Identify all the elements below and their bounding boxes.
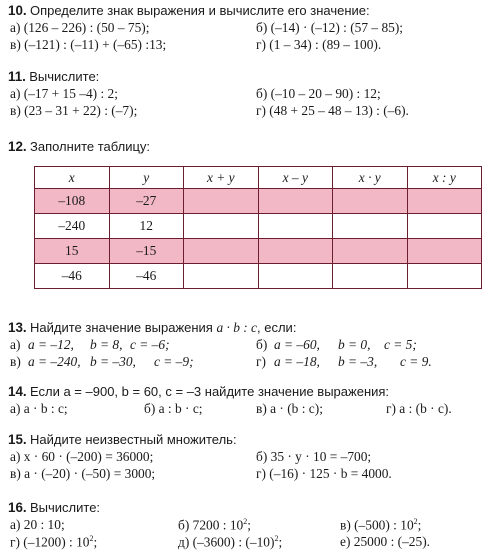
item-g: г) (1 – 34) : (89 – 100). xyxy=(256,37,382,52)
item-g-end: ; xyxy=(93,534,98,550)
item-v-text: в) (–500) : 10 xyxy=(340,517,414,533)
task-10-row-1 xyxy=(8,21,494,38)
cell-empty xyxy=(184,239,259,264)
value-c: c = –6; xyxy=(130,337,170,352)
task-text: Заполните таблицу: xyxy=(29,139,151,154)
exponent: 2 xyxy=(413,517,418,526)
item-d-end: ; xyxy=(278,534,283,550)
value-c: c = –9; xyxy=(154,354,194,369)
task-number: 11. xyxy=(8,69,26,84)
task-16 xyxy=(8,501,494,552)
item-g-label: г) xyxy=(256,354,266,369)
table-row xyxy=(35,189,482,214)
task-15 xyxy=(8,433,494,484)
header-x: x xyxy=(35,167,110,189)
item-b: б) (–10 – 20 – 90) : 12; xyxy=(256,86,381,101)
task-text: Определите знак выражения и вычислите его значение: xyxy=(29,3,370,18)
task-11 xyxy=(8,70,494,121)
item-a: а) (–17 + 15 –4) : 2; xyxy=(10,86,118,101)
task-10-row-2 xyxy=(8,38,494,55)
item-d xyxy=(178,535,282,549)
cell-empty xyxy=(333,239,408,264)
item-b: б) (–14) · (–12) : (57 – 85); xyxy=(256,20,404,35)
cell-empty xyxy=(258,189,333,214)
task-number: 10. xyxy=(8,3,27,18)
table-row xyxy=(35,264,482,289)
exponent: 2 xyxy=(274,534,279,543)
cell-y: 12 xyxy=(109,214,184,239)
value-b: b = –30, xyxy=(90,354,136,369)
task-number: 12. xyxy=(8,139,27,154)
item-e: е) 25000 : (–25). xyxy=(340,534,430,549)
task-13-row-1 xyxy=(8,338,494,355)
item-g-text: г) (–1200) : 10 xyxy=(10,534,90,550)
item-a: а) 20 : 10; xyxy=(10,517,65,532)
task-16-title xyxy=(8,501,494,518)
item-b-label: б) xyxy=(256,337,268,352)
task-number: 13. xyxy=(8,320,27,335)
cell-y: –46 xyxy=(109,264,184,289)
item-g: г) a : (b · c). xyxy=(386,401,452,416)
task-number: 16. xyxy=(8,500,27,515)
header-diff: x – y xyxy=(258,167,333,189)
item-v: в) (23 – 31 + 22) : (–7); xyxy=(10,103,138,118)
value-table xyxy=(34,166,482,289)
item-d-text: д) (–3600) : (–10) xyxy=(178,534,275,550)
header-y: y xyxy=(109,167,184,189)
header-product: x · y xyxy=(333,167,408,189)
header-sum: x + y xyxy=(184,167,259,189)
cell-x: –108 xyxy=(35,189,110,214)
task-16-row-2 xyxy=(8,535,494,552)
value-c: c = 5; xyxy=(384,337,417,352)
item-g xyxy=(10,535,97,549)
value-a: a = –12, xyxy=(28,337,74,352)
task-number: 14. xyxy=(8,384,27,399)
task-text: Найдите значение выражения xyxy=(29,320,217,335)
item-b xyxy=(178,518,251,532)
task-11-row-1 xyxy=(8,87,494,104)
value-b: b = 8, xyxy=(90,337,123,352)
item-a: а) a · b : c; xyxy=(10,401,68,416)
task-text-end: , если: xyxy=(257,320,297,335)
header-quotient: x : y xyxy=(407,167,482,189)
task-text: Если a = –900, b = 60, c = –3 найдите значение выражения: xyxy=(29,384,390,399)
item-v xyxy=(340,518,421,532)
task-16-row-1 xyxy=(8,518,494,535)
task-14-row-1 xyxy=(8,402,494,419)
cell-empty xyxy=(258,239,333,264)
cell-empty xyxy=(407,214,482,239)
task-12 xyxy=(8,140,494,157)
task-13-title xyxy=(8,321,494,338)
task-text: Вычислите: xyxy=(29,69,100,84)
item-b: б) 35 · y · 10 = –700; xyxy=(256,449,372,464)
cell-empty xyxy=(184,189,259,214)
item-v-end: ; xyxy=(417,517,422,533)
item-v: в) (–121) : (–11) + (–65) :13; xyxy=(10,37,167,52)
value-a: a = –18, xyxy=(274,354,320,369)
item-b-end: ; xyxy=(247,517,251,533)
task-10-title xyxy=(8,4,494,21)
item-b: б) a : b · c; xyxy=(144,401,203,416)
task-13-row-2 xyxy=(8,355,494,372)
cell-y: –15 xyxy=(109,239,184,264)
table-row xyxy=(35,214,482,239)
item-v: в) a · (–20) · (–50) = 3000; xyxy=(10,466,156,481)
task-11-row-2 xyxy=(8,104,494,121)
cell-empty xyxy=(184,264,259,289)
task-text: Вычислите: xyxy=(29,500,101,515)
task-15-title xyxy=(8,433,494,450)
cell-empty xyxy=(333,189,408,214)
task-15-row-2 xyxy=(8,467,494,484)
cell-empty xyxy=(333,214,408,239)
task-15-row-1 xyxy=(8,450,494,467)
exponent: 2 xyxy=(89,534,94,543)
value-a: a = –60, xyxy=(274,337,320,352)
item-a-label: а) xyxy=(10,337,21,352)
item-b-text: б) 7200 : 10 xyxy=(178,517,244,533)
cell-empty xyxy=(407,239,482,264)
item-a: а) (126 – 226) : (50 – 75); xyxy=(10,20,150,35)
task-12-title xyxy=(8,140,494,157)
table-header-row xyxy=(35,167,482,189)
task-number: 15. xyxy=(8,432,27,447)
cell-x: 15 xyxy=(35,239,110,264)
cell-empty xyxy=(407,189,482,214)
cell-empty xyxy=(184,214,259,239)
task-text: Найдите неизвестный множитель: xyxy=(29,432,237,447)
cell-empty xyxy=(407,264,482,289)
value-b: b = 0, xyxy=(338,337,371,352)
task-11-title xyxy=(8,70,494,87)
cell-x: –46 xyxy=(35,264,110,289)
task-expression: a · b : c xyxy=(216,320,258,335)
item-g: г) (48 + 25 – 48 – 13) : (–6). xyxy=(256,103,409,118)
exponent: 2 xyxy=(243,517,248,526)
fill-table xyxy=(34,166,482,289)
item-a: а) x · 60 · (–200) = 36000; xyxy=(10,449,154,464)
task-10 xyxy=(8,4,494,55)
value-b: b = –3, xyxy=(338,354,378,369)
cell-x: –240 xyxy=(35,214,110,239)
cell-empty xyxy=(258,264,333,289)
value-a: a = –240, xyxy=(28,354,81,369)
task-13 xyxy=(8,321,494,372)
cell-empty xyxy=(333,264,408,289)
cell-empty xyxy=(258,214,333,239)
cell-y: –27 xyxy=(109,189,184,214)
task-14-title xyxy=(8,385,494,402)
item-v-label: в) xyxy=(10,354,21,369)
item-v: в) a · (b : c); xyxy=(256,401,323,416)
task-14 xyxy=(8,385,494,419)
item-g: г) (–16) · 125 · b = 4000. xyxy=(256,466,392,481)
table-row xyxy=(35,239,482,264)
value-c: c = 9. xyxy=(400,354,432,369)
